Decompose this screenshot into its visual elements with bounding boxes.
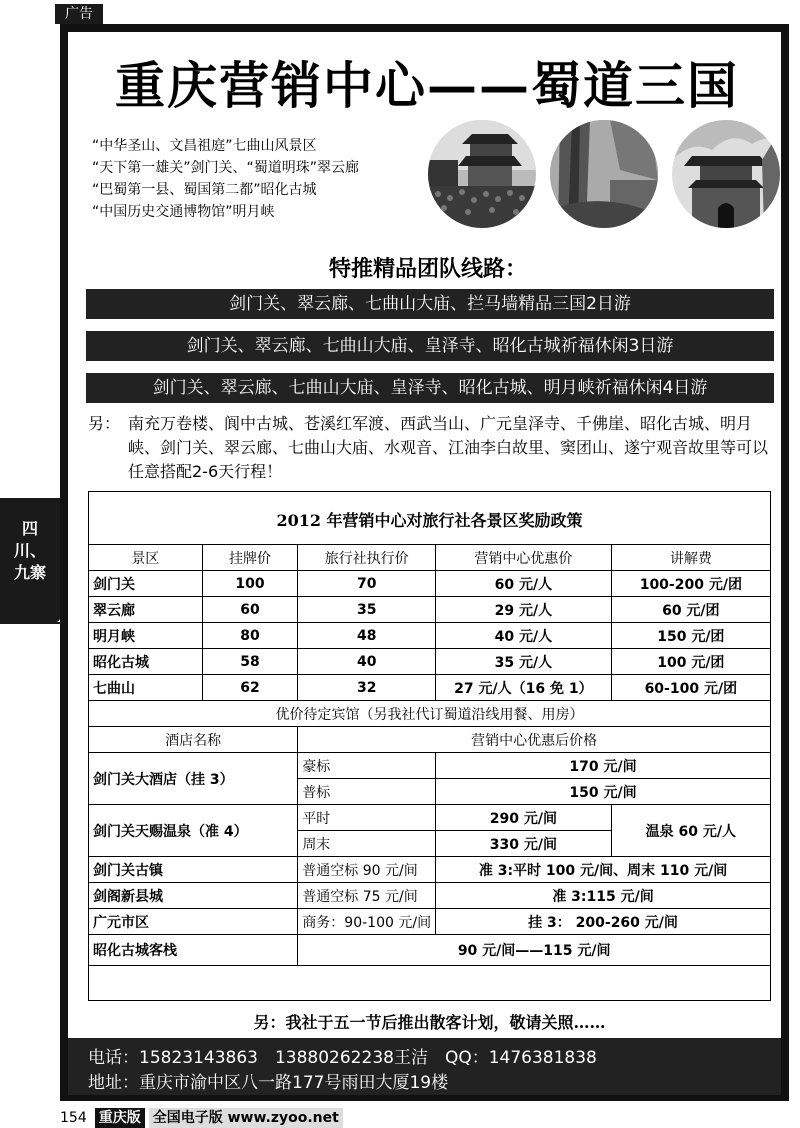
table-cell: 40 [298, 649, 436, 675]
hotel-option: 普通空标 90 元/间 [298, 857, 436, 883]
table-cell: 35 元/人 [436, 649, 612, 675]
contact-bar [68, 1038, 781, 1095]
hotel-price: 挂 3： 200-260 元/间 [436, 909, 771, 935]
side-tab-label: 四川、九寨 [14, 519, 47, 582]
extra-text: 南充万卷楼、阆中古城、苍溪红军渡、西武当山、广元皇泽寺、千佛崖、昭化古城、明月峡、剑门关、翠云廊、七曲山大庙、水观音、江油李白故里、窦团山、遂宁观音故里等可以任意搭配2-6天行程！ [128, 414, 769, 481]
hotel-option: 平时 [298, 805, 436, 831]
table-cell: 70 [298, 571, 436, 597]
table-cell: 58 [202, 649, 298, 675]
table-header: 营销中心优惠价 [436, 545, 612, 571]
table-cell: 35 [298, 597, 436, 623]
page-number: 154 [60, 1110, 87, 1126]
intro-line: “天下第一雄关”剑门关、“蜀道明珠”翠云廊 [92, 160, 360, 176]
ancient-tree-photo [550, 120, 658, 228]
table-cell: 60 元/团 [611, 597, 770, 623]
site-link[interactable]: 全国电子版 www.zyoo.net [149, 1108, 343, 1128]
route-item: 剑门关、翠云廊、七曲山大庙、皇泽寺、昭化古城、明月峡祈福休闲4日游 [86, 373, 774, 403]
intro-line: “中华圣山、文昌祖庭”七曲山风景区 [92, 138, 317, 154]
table-row [89, 571, 771, 597]
contact-address: 地址：重庆市渝中区八一路177号雨田大厦19楼 [88, 1073, 449, 1093]
route-item: 剑门关、翠云廊、七曲山大庙、拦马墙精品三国2日游 [86, 289, 774, 319]
hotel-name: 剑阁新县城 [89, 883, 298, 909]
hotel-name: 剑门关古镇 [89, 857, 298, 883]
table-header: 讲解费 [611, 545, 770, 571]
table-cell: 昭化古城 [89, 649, 203, 675]
hotel-spring-price: 温泉 60 元/人 [611, 805, 770, 857]
extra-label: 另： [88, 414, 121, 433]
table-header: 营销中心优惠后价格 [298, 727, 771, 753]
table-cell: 明月峡 [89, 623, 203, 649]
hotel-price: 290 元/间 [436, 805, 612, 831]
side-tab [0, 498, 60, 622]
table-cell: 剑门关 [89, 571, 203, 597]
routes-title: 特推精品团队线路： [328, 256, 527, 282]
hotel-price: 330 元/间 [436, 831, 612, 857]
table-cell: 60 元/人 [436, 571, 612, 597]
hotel-price: 90 元/间——115 元/间 [298, 935, 771, 966]
hotel-header-row [89, 727, 771, 753]
temple-crowd-photo [428, 120, 536, 228]
table-cell: 100 元/团 [611, 649, 770, 675]
table-header-row [89, 545, 771, 571]
intro-line: “中国历史交通博物馆”明月峡 [92, 204, 275, 220]
hotel-price: 准 3:115 元/间 [436, 883, 771, 909]
hotel-price: 150 元/间 [436, 779, 771, 805]
hotel-option: 普标 [298, 779, 436, 805]
hotel-caption-row [89, 701, 771, 727]
hotel-name: 广元市区 [89, 909, 298, 935]
hotel-name: 剑门关大酒店（挂 3） [89, 753, 298, 805]
extra-info [88, 412, 778, 484]
contact-phone: 电话：15823143863 13880262238王洁 QQ：1476381838 [88, 1048, 597, 1068]
policy-caption: 2012 年营销中心对旅行社各景区奖励政策 [276, 511, 583, 530]
gate-tower-photo [672, 120, 780, 228]
table-cell: 60-100 元/团 [611, 675, 770, 701]
table-cell: 29 元/人 [436, 597, 612, 623]
table-header: 旅行社执行价 [298, 545, 436, 571]
table-cell: 48 [298, 623, 436, 649]
table-header: 景区 [89, 545, 203, 571]
route-item: 剑门关、翠云廊、七曲山大庙、皇泽寺、昭化古城祈福休闲3日游 [86, 331, 774, 361]
intro-line: “巴蜀第一县、蜀国第二都”昭化古城 [92, 182, 317, 198]
table-row [89, 675, 771, 701]
table-cell: 七曲山 [89, 675, 203, 701]
table-cell: 翠云廊 [89, 597, 203, 623]
table-row [89, 935, 771, 966]
ad-tag: 广告 [55, 4, 103, 24]
hotel-name: 剑门关天赐温泉（准 4） [89, 805, 298, 857]
table-row [89, 597, 771, 623]
table-row [89, 805, 771, 831]
table-row [89, 623, 771, 649]
note-text: 另：我社于五一节后推出散客计划，敬请关照…… [253, 1013, 606, 1032]
table-cell: 62 [202, 675, 298, 701]
table-row [89, 649, 771, 675]
table-cell: 27 元/人（16 免 1） [436, 675, 612, 701]
hotel-caption: 优价待定宾馆（另我社代订蜀道沿线用餐、用房） [89, 701, 771, 727]
table-row [89, 753, 771, 779]
table-cell: 100-200 元/团 [611, 571, 770, 597]
table-header: 挂牌价 [202, 545, 298, 571]
side-divider [0, 622, 62, 624]
page-footer [60, 1108, 343, 1128]
table-cell: 32 [298, 675, 436, 701]
table-cell: 150 元/团 [611, 623, 770, 649]
hotel-option: 周末 [298, 831, 436, 857]
table-cell: 100 [202, 571, 298, 597]
hotel-option: 普通空标 75 元/间 [298, 883, 436, 909]
policy-table [88, 544, 771, 966]
hotel-price: 170 元/间 [436, 753, 771, 779]
table-cell: 60 [202, 597, 298, 623]
hotel-option: 商务：90-100 元/间 [298, 909, 436, 935]
table-header: 酒店名称 [89, 727, 298, 753]
table-cell: 40 元/人 [436, 623, 612, 649]
table-row [89, 857, 771, 883]
table-row [89, 909, 771, 935]
edition-badge: 重庆版 [95, 1108, 145, 1128]
hotel-price: 准 3:平时 100 元/间、周末 110 元/间 [436, 857, 771, 883]
hotel-option: 豪标 [298, 753, 436, 779]
table-row [89, 883, 771, 909]
page-title: 重庆营销中心——蜀道三国 [115, 56, 739, 115]
policy-box [88, 491, 771, 1001]
table-cell: 80 [202, 623, 298, 649]
hotel-name: 昭化古城客栈 [89, 935, 298, 966]
